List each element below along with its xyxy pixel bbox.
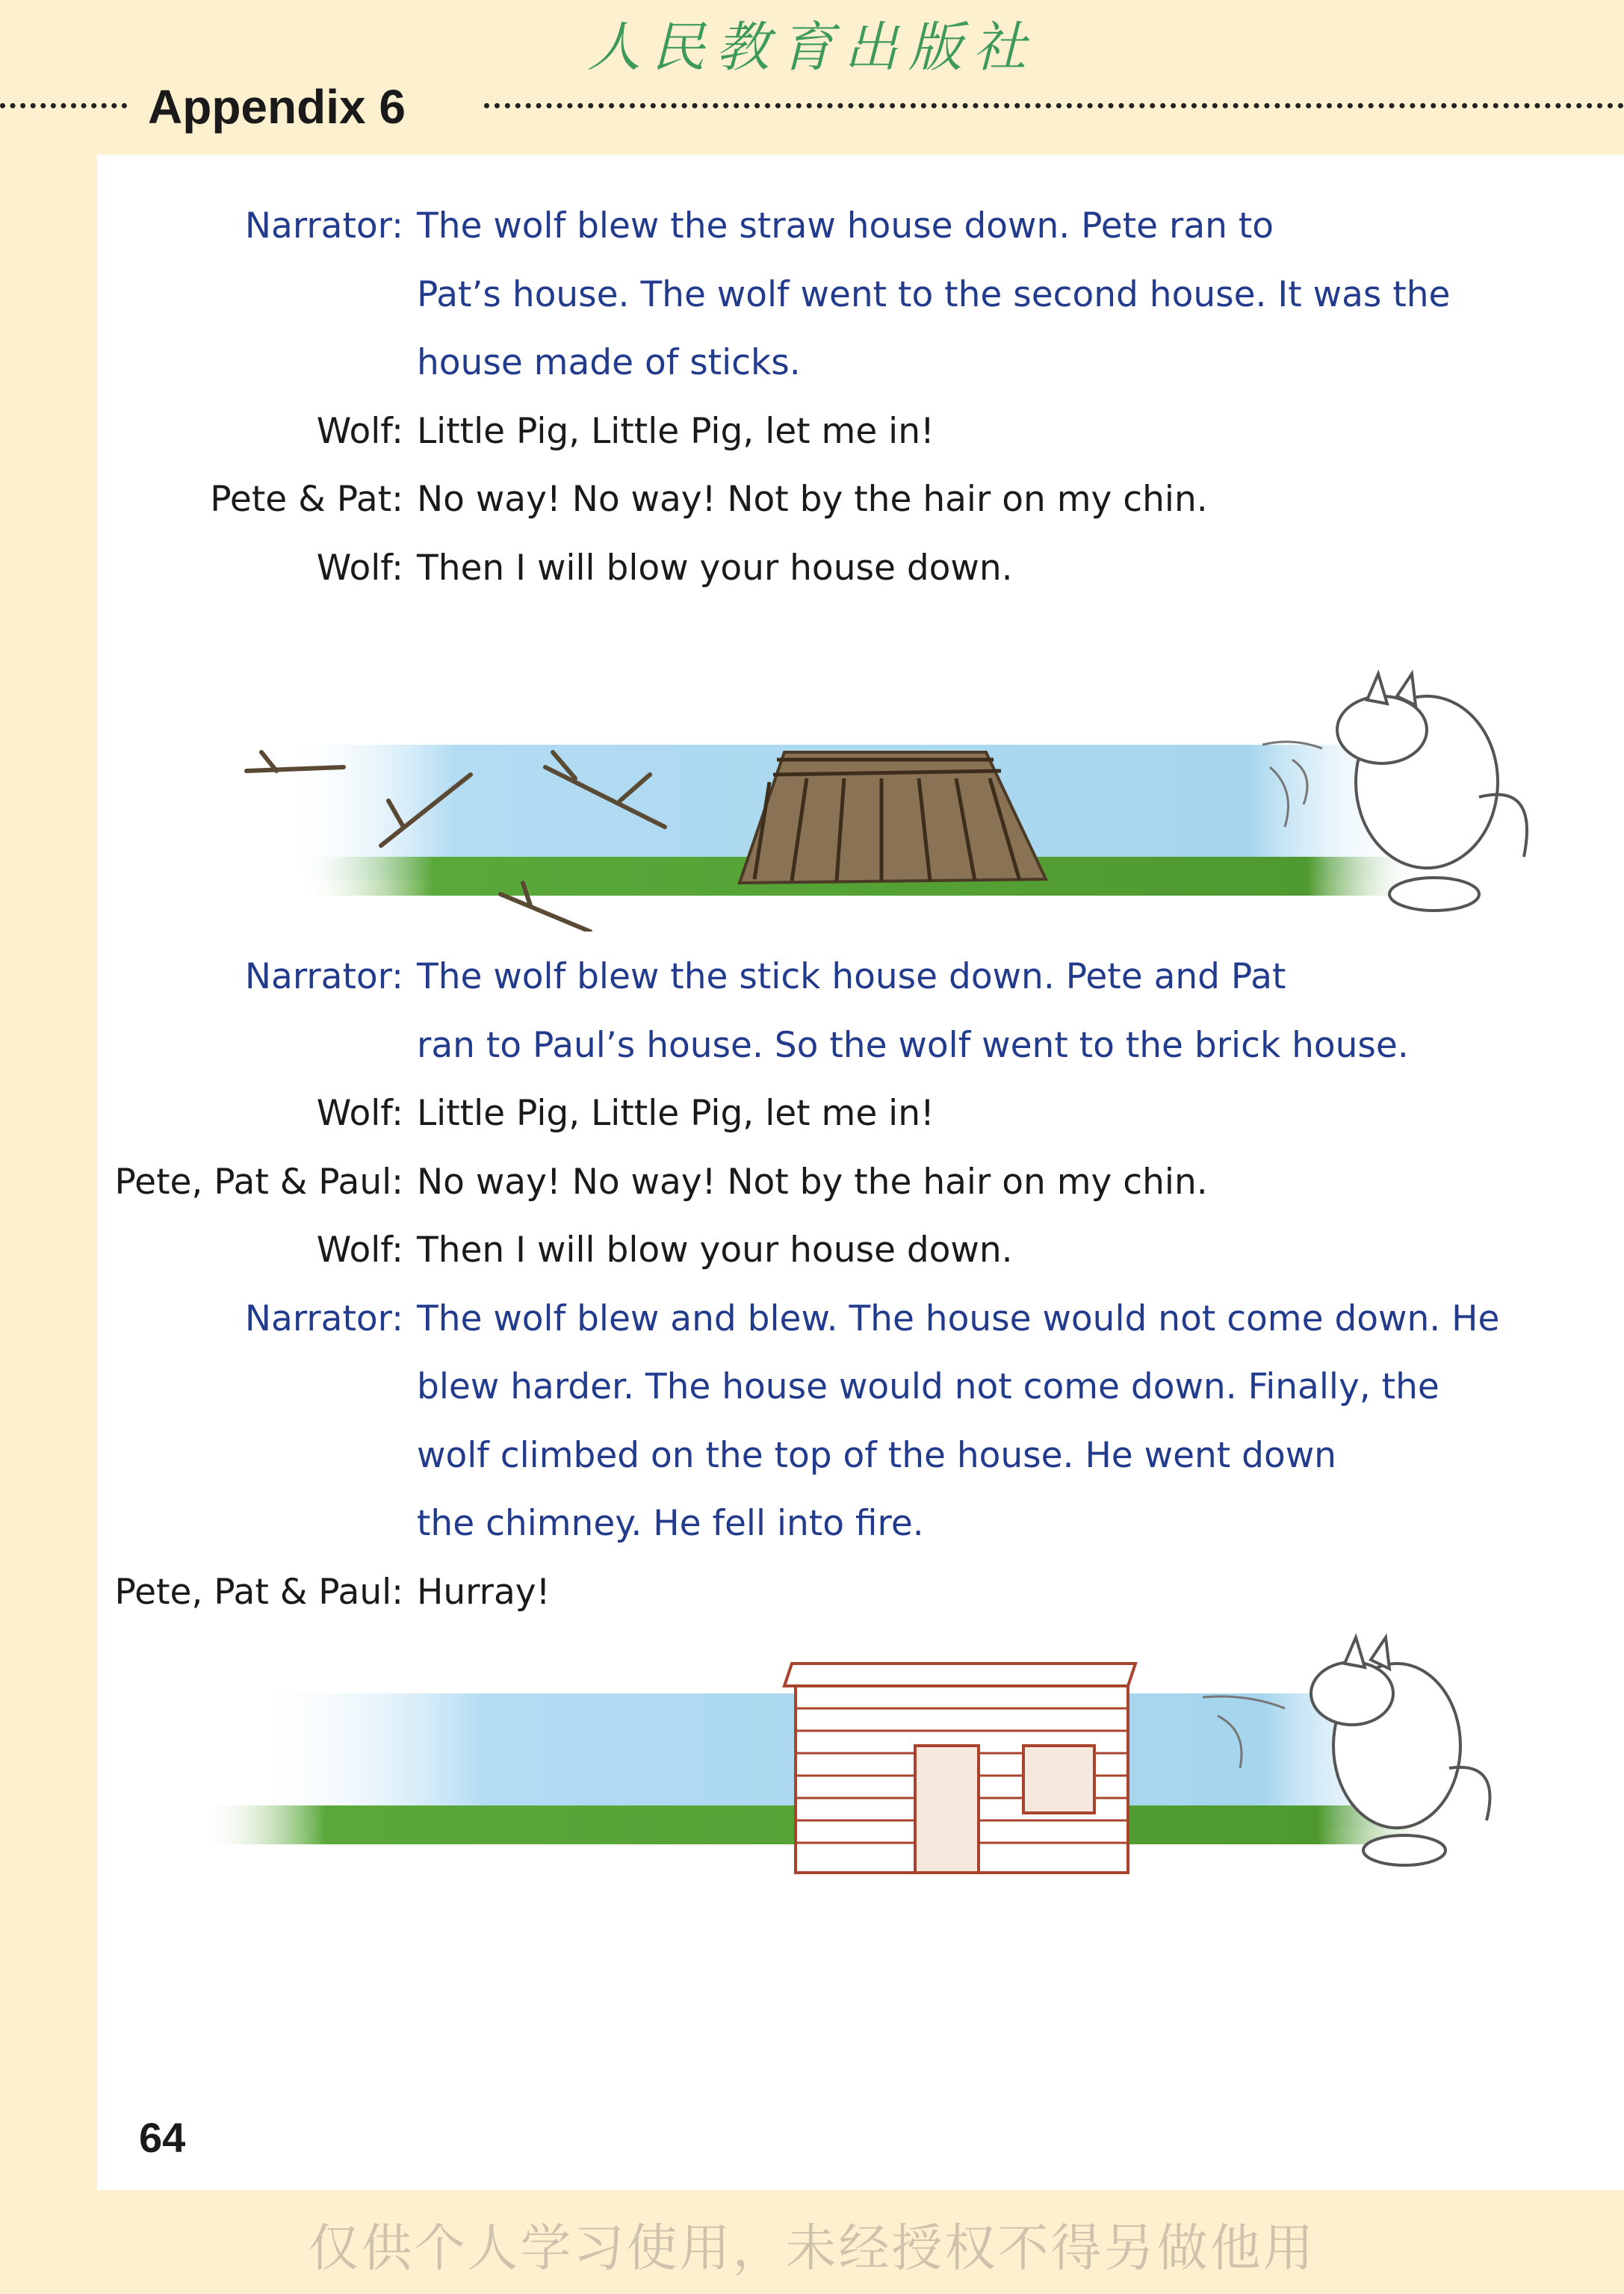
speech-text: Then I will blow your house down.	[417, 1230, 1013, 1271]
speech-text: Pat’s house. The wolf went to the second house. It was the	[417, 273, 1451, 315]
speech-text: Little Pig, Little Pig, let me in!	[417, 410, 935, 452]
watermark-text: 仅供个人学习使用，未经授权不得另做他用	[308, 2219, 1316, 2278]
speech-text: No way! No way! Not by the hair on my chin.	[417, 1161, 1208, 1203]
speaker-label: Narrator:	[244, 956, 403, 997]
speech-text: ran to Paul’s house. So the wolf went to the brick house.	[417, 1024, 1409, 1066]
speech-text: Then I will blow your house down.	[417, 547, 1013, 589]
publisher-logo-text: 人民教育出版社	[586, 16, 1037, 78]
speaker-label: Narrator:	[244, 1298, 403, 1339]
speaker-label: Pete & Pat:	[210, 479, 403, 520]
speech-text: Little Pig, Little Pig, let me in!	[417, 1093, 935, 1134]
speaker-label: Wolf:	[316, 547, 403, 589]
speaker-label: Wolf:	[316, 1093, 403, 1134]
header-dotted-rule-left	[0, 103, 127, 108]
appendix-header	[0, 81, 1624, 133]
speech-text: Hurray!	[417, 1571, 551, 1613]
brick-house-illustration	[97, 1604, 1624, 1888]
speech-text: The wolf blew and blew. The house would not come down. He	[417, 1298, 1500, 1339]
speech-text: house made of sticks.	[417, 342, 801, 383]
speech-text: blew harder. The house would not come down. Finally, the	[417, 1366, 1439, 1407]
speaker-label: Pete, Pat & Paul:	[114, 1571, 403, 1613]
speech-text: The wolf blew the straw house down. Pete ran to	[417, 205, 1274, 247]
speech-text: No way! No way! Not by the hair on my chin.	[417, 479, 1208, 520]
stick-house-blown-illustration	[97, 648, 1624, 931]
speech-text: The wolf blew the stick house down. Pete and Pat	[417, 956, 1286, 997]
speaker-label: Narrator:	[244, 205, 403, 247]
speech-text: the chimney. He fell into fire.	[417, 1503, 924, 1544]
speaker-label: Wolf:	[316, 1230, 403, 1271]
speaker-label: Pete, Pat & Paul:	[114, 1161, 403, 1203]
page-number: 64	[139, 2114, 186, 2161]
header-dotted-rule-right	[484, 103, 1624, 108]
speaker-label: Wolf:	[316, 410, 403, 452]
speech-text: wolf climbed on the top of the house. He went down	[417, 1434, 1336, 1476]
page-content-panel	[97, 155, 1624, 2190]
appendix-title: Appendix 6	[148, 80, 406, 134]
